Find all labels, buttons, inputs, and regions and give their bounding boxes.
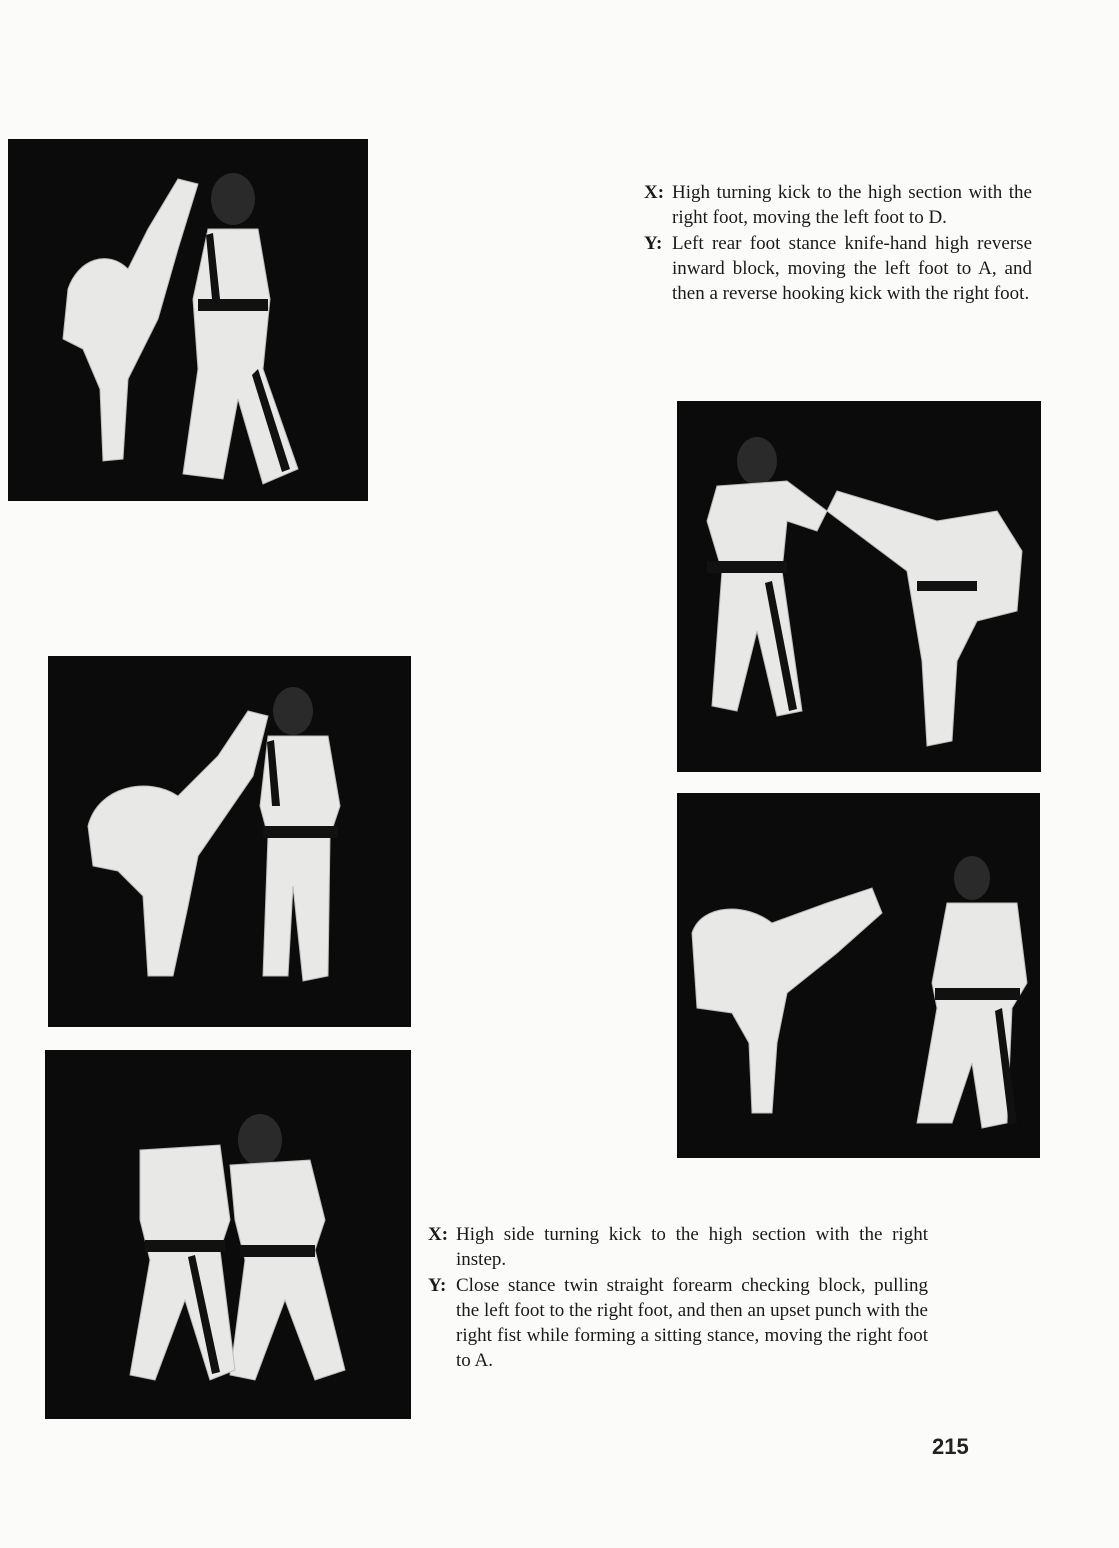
photo-forearm-checking-block: [45, 1050, 411, 1419]
entry-label: X:: [644, 182, 665, 203]
photo-knife-hand-block: [677, 401, 1041, 772]
figures-illustration: [45, 1050, 411, 1419]
figures-illustration: [677, 401, 1041, 772]
caption-entry-y: [644, 231, 1032, 306]
entry-label: X:: [428, 1224, 449, 1245]
figures-illustration: [677, 793, 1040, 1158]
entry-text: High side turning kick to the high section with the right instep.: [456, 1224, 928, 1270]
entry-text: Close stance twin straight forearm checking block, pulling the left foot to the right foot, and then an upset punch with the right fist while forming a sitting stance, moving the right foot to A.: [456, 1275, 928, 1371]
photo-side-turning-kick: [677, 793, 1040, 1158]
caption-block-1: [644, 180, 1032, 307]
figures-illustration: [48, 656, 411, 1027]
photo-turning-kick-2: [48, 656, 411, 1027]
figures-illustration: [8, 139, 368, 501]
entry-text: High turning kick to the high section with the right foot, moving the left foot to D.: [672, 182, 1032, 228]
entry-label: Y:: [428, 1275, 447, 1296]
entry-text: Left rear foot stance knife-hand high reverse inward block, moving the left foot to A, and then a reverse hooking kick with the right foot.: [672, 233, 1032, 304]
entry-label: Y:: [644, 233, 663, 254]
caption-entry-x: [428, 1222, 928, 1272]
caption-block-2: [428, 1222, 928, 1374]
photo-turning-kick-1: [8, 139, 368, 501]
page-number: 215: [932, 1434, 969, 1459]
caption-entry-y: [428, 1273, 928, 1373]
caption-entry-x: [644, 180, 1032, 230]
